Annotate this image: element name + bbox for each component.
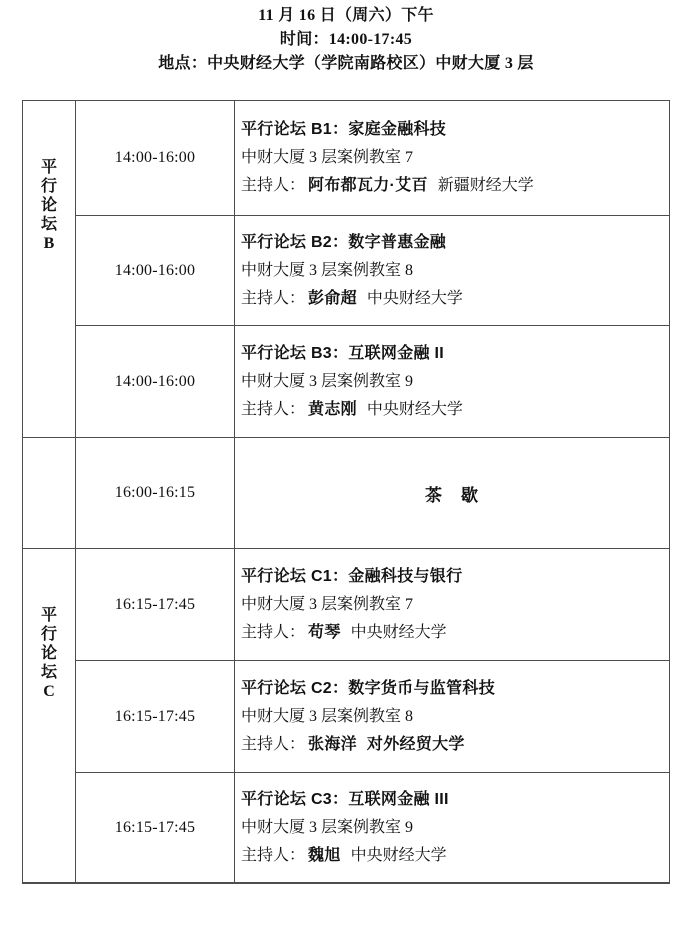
time-cell-b3: 14:00-16:00 (76, 326, 235, 438)
session-host (241, 731, 669, 759)
session-location: 中财大厦 3 层案例教室 8 (241, 707, 414, 725)
header-time: 时间：14:00-17:45 (279, 31, 413, 48)
section-label-forum-b (23, 101, 76, 438)
section-b-char: 论 (40, 197, 57, 214)
host-name: 阿布都瓦力·艾百 (308, 177, 428, 194)
section-c-char: 行 (40, 626, 57, 643)
header-date: 11 月 16 日（周六）下午 (258, 7, 434, 24)
host-affiliation: 中央财经大学 (366, 400, 463, 418)
session-title: 平行论坛 C3：互联网金融 III (241, 790, 449, 808)
time-cell-b2: 14:00-16:00 (76, 216, 235, 326)
host-label: 主持人： (241, 289, 306, 307)
time-cell-c2: 16:15-17:45 (76, 661, 235, 773)
section-label-forum-c (23, 549, 76, 882)
host-label: 主持人： (241, 623, 306, 641)
section-c-char: C (43, 683, 55, 700)
section-c-char: 论 (40, 645, 57, 662)
host-label: 主持人： (241, 735, 306, 753)
session-host (241, 619, 669, 647)
host-name: 黄志刚 (308, 400, 357, 418)
host-name: 彭俞超 (308, 289, 357, 307)
host-affiliation: 中央财经大学 (350, 846, 447, 864)
section-c-char: 平 (40, 607, 57, 624)
host-name: 张海洋 (308, 735, 357, 753)
schedule-table (22, 100, 670, 884)
session-location: 中财大厦 3 层案例教室 9 (241, 818, 414, 836)
session-location: 中财大厦 3 层案例教室 9 (241, 372, 414, 390)
host-label: 主持人： (241, 177, 306, 194)
session-title: 平行论坛 B1：家庭金融科技 (241, 121, 447, 138)
host-name: 苟琴 (308, 623, 341, 641)
session-cell-c1 (235, 549, 669, 661)
time-cell-b1: 14:00-16:00 (76, 101, 235, 216)
section-b-char: B (43, 235, 55, 252)
session-host (241, 396, 669, 424)
tea-break-label: 茶 歇 (425, 485, 479, 505)
session-cell-b1 (235, 101, 669, 216)
tea-break-cell (235, 438, 669, 549)
session-title: 平行论坛 C1：金融科技与银行 (241, 567, 463, 585)
time-cell-c1: 16:15-17:45 (76, 549, 235, 661)
host-label: 主持人： (241, 400, 306, 418)
session-title: 平行论坛 C2：数字货币与监管科技 (241, 679, 495, 697)
host-name: 魏旭 (308, 846, 341, 864)
session-title: 平行论坛 B2：数字普惠金融 (241, 233, 447, 251)
session-title: 平行论坛 B3：互联网金融 II (241, 344, 445, 362)
section-c-char: 坛 (40, 664, 57, 681)
session-cell-b3 (235, 326, 669, 438)
session-cell-c2 (235, 661, 669, 773)
header-location: 地点：中央财经大学（学院南路校区）中财大厦 3 层 (158, 55, 534, 72)
session-host (241, 285, 669, 313)
time-cell-break: 16:00-16:15 (76, 438, 235, 549)
session-host (241, 842, 669, 870)
session-location: 中财大厦 3 层案例教室 8 (241, 261, 414, 279)
section-b-char: 平 (40, 159, 57, 176)
host-affiliation: 新疆财经大学 (437, 177, 534, 194)
host-label: 主持人： (241, 846, 306, 864)
host-affiliation: 中央财经大学 (350, 623, 447, 641)
session-location: 中财大厦 3 层案例教室 7 (241, 595, 414, 613)
host-affiliation: 对外经贸大学 (366, 735, 465, 753)
page-header (0, 4, 692, 76)
section-b-char: 坛 (40, 216, 57, 233)
session-host (241, 172, 669, 200)
session-location: 中财大厦 3 层案例教室 7 (241, 149, 414, 166)
host-affiliation: 中央财经大学 (366, 289, 463, 307)
time-cell-c3: 16:15-17:45 (76, 773, 235, 882)
section-b-char: 行 (40, 178, 57, 195)
session-cell-b2 (235, 216, 669, 326)
session-cell-c3 (235, 773, 669, 882)
section-label-empty (23, 438, 76, 549)
